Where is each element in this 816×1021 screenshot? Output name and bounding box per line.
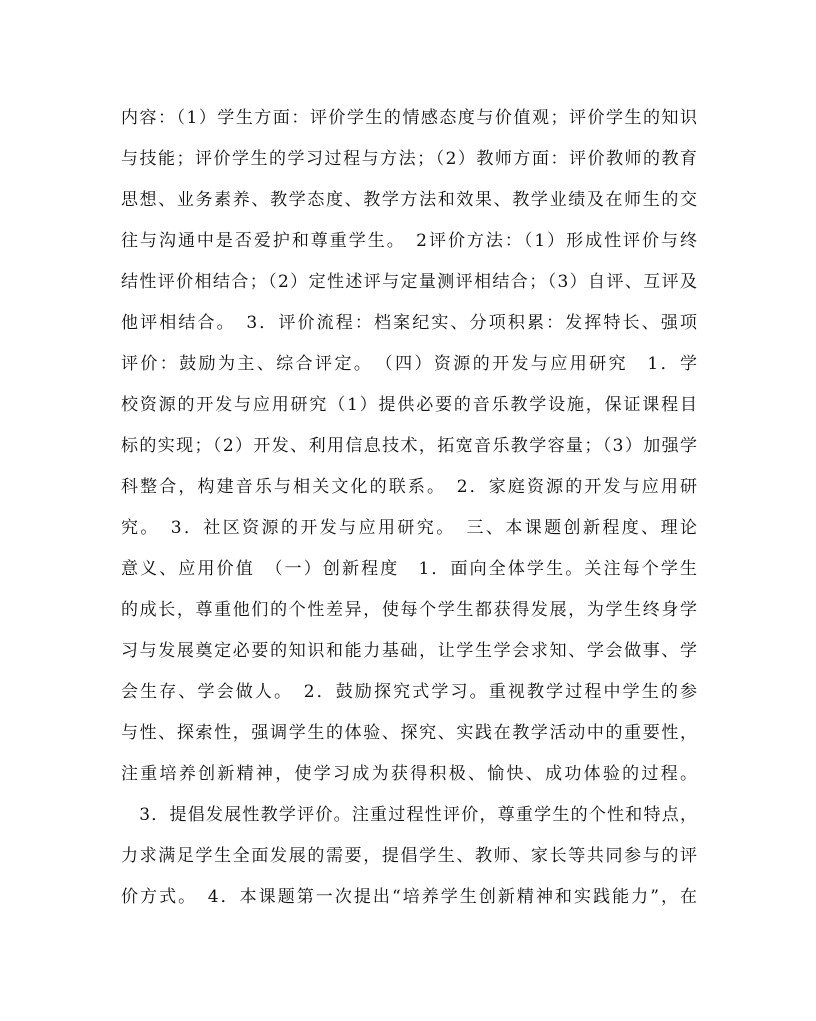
text-line: 力求满足学生全面发展的需要，提倡学生、教师、家长等共同参与的评 xyxy=(121,846,697,866)
text-line: 价方式。 4．本课题第一次提出“培养学生创新精神和实践能力”，在 xyxy=(121,887,697,907)
text-line: 的成长，尊重他们的个性差异，使每个学生都获得发展，为学生终身学 xyxy=(121,600,697,620)
text-line: 意义、应用价值 （一）创新程度 1．面向全体学生。关注每个学生 xyxy=(121,559,697,579)
text-line: 评价：鼓励为主、综合评定。 （四）资源的开发与应用研究 1．学 xyxy=(121,354,697,374)
text-line: 标的实现；（2）开发、利用信息技术，拓宽音乐教学容量；（3）加强学 xyxy=(121,436,697,456)
text-line: 会生存、学会做人。 2．鼓励探究式学习。重视教学过程中学生的参 xyxy=(121,682,697,702)
text-line: 究。 3．社区资源的开发与应用研究。 三、本课题创新程度、理论 xyxy=(121,518,697,538)
text-line: 科整合，构建音乐与相关文化的联系。 2．家庭资源的开发与应用研 xyxy=(121,477,697,497)
text-line: 结性评价相结合；（2）定性述评与定量测评相结合；（3）自评、互评及 xyxy=(121,272,697,292)
text-line: 校资源的开发与应用研究（1）提供必要的音乐教学设施，保证课程目 xyxy=(121,395,697,415)
text-line: 思想、业务素养、教学态度、教学方法和效果、教学业绩及在师生的交 xyxy=(121,190,697,210)
text-line: 3．提倡发展性教学评价。注重过程性评价，尊重学生的个性和特点， xyxy=(121,805,697,825)
text-line: 注重培养创新精神，使学习成为获得积极、愉快、成功体验的过程。 xyxy=(121,764,697,784)
text-line: 与技能；评价学生的学习过程与方法；（2）教师方面：评价教师的教育 xyxy=(121,149,697,169)
text-line: 内容：（1）学生方面：评价学生的情感态度与价值观；评价学生的知识 xyxy=(121,108,697,128)
text-line: 他评相结合。 3．评价流程：档案纪实、分项积累：发挥特长、强项 xyxy=(121,313,697,333)
text-line: 习与发展奠定必要的知识和能力基础，让学生学会求知、学会做事、学 xyxy=(121,641,697,661)
text-line: 与性、探索性，强调学生的体验、探究、实践在教学活动中的重要性， xyxy=(121,723,697,743)
document-body xyxy=(121,98,697,918)
text-line: 往与沟通中是否爱护和尊重学生。 2评价方法：（1）形成性评价与终 xyxy=(121,231,697,251)
